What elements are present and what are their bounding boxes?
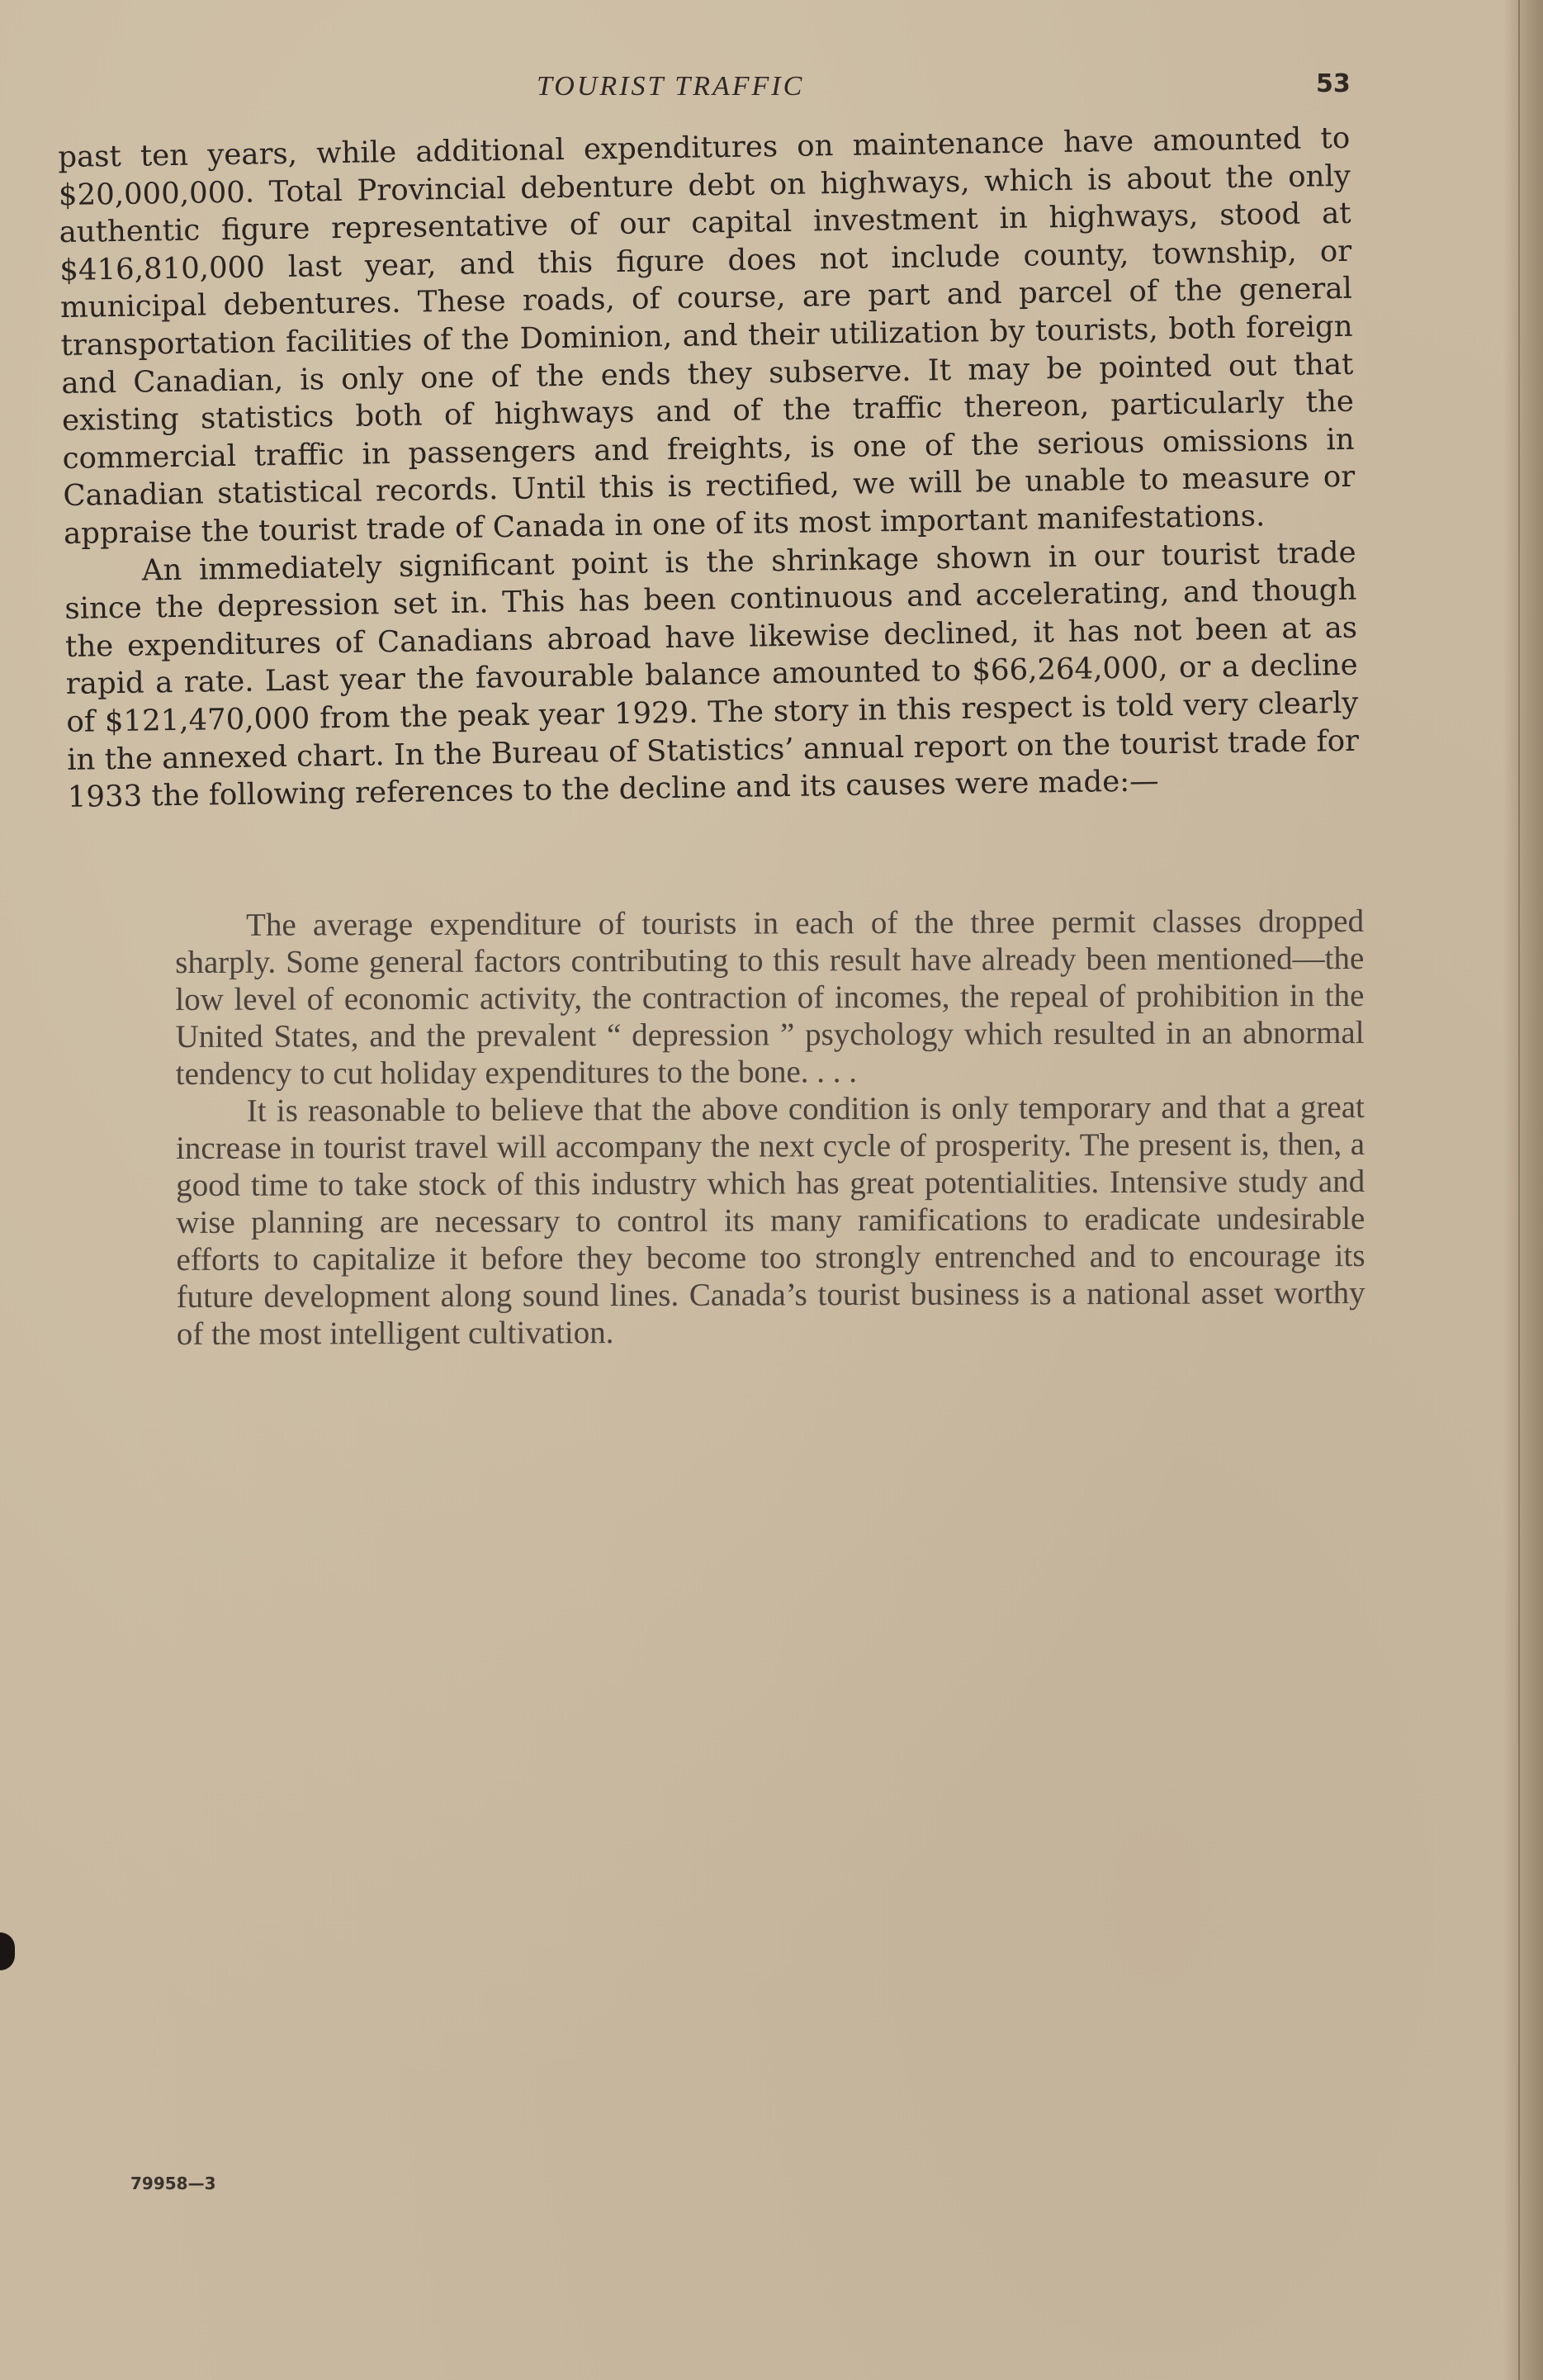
body-paragraph: past ten years, while additional expenditures on maintenance have amounted to $20,000,000. Total Provincial debenture debt on highways, which is about the only authentic figure representative of our capital investment in highways, stood at $416,810,000 last year, and this figure does not include county, township, or municipal debentures. These roads, of course, are part and parcel of the general transportation facilities of the Dominion, and their utilization by tourists, both foreign and Canadian, is only one of the ends they subserve. It may be pointed out that existing statistics both of highways and of the traffic thereon, particularly the commercial traffic in passengers and freights, is one of the serious omissions in Canadian statistical records. Until this is rectified, we will be unable to measure or appraise the tourist trade of Canada in one of its most important manifestations. <box>58 121 1356 551</box>
punch-hole <box>0 1932 15 1970</box>
print-code: 79958—3 <box>130 2174 216 2193</box>
quoted-report-excerpt <box>175 903 1366 1353</box>
page-binding-edge <box>1503 0 1543 2380</box>
body-paragraph: An immediately significant point is the shrinkage shown in our tourist trade since the depression set in. This has been continuous and accelerating, and though the expenditures of Canadians abroad have likewise declined, it has not been at as rapid a rate. Last year the favourable balance amounted to $66,264,000, or a decline of $121,470,000 from the peak year 1929. The story in this respect is told very clearly in the annexed chart. In the Bureau of Statistics’ annual report on the tourist trade for 1933 the following references to the decline and its causes were made:— <box>64 535 1360 815</box>
running-title: TOURIST TRAFFIC <box>537 71 805 102</box>
quote-paragraph: The average expenditure of tourists in each of the three permit classes dropped sharply. Some general factors contributing to this result have already been mentioned—the low level of economic activity, the contraction of incomes, the repeal of prohibition in the United States, and the prevalent “ depression ” psychology which resulted in an abnormal tendency to cut holiday expenditures to the bone. . . . <box>175 903 1365 1092</box>
binding-crease <box>1518 0 1520 2380</box>
quote-paragraph: It is reasonable to believe that the above condition is only temporary and that a great increase in tourist travel will accompany the next cycle of prosperity. The present is, then, a good time to take stock of this industry which has great potentialities. Intensive study and wise planning are necessary to control its many ramifications to eradicate undesirable efforts to capitalize it before they become too strongly entrenched and to encourage its future development along sound lines. Canada’s tourist business is a national asset worthy of the most intelligent cultivation. <box>175 1088 1366 1352</box>
page-number: 53 <box>1316 69 1351 98</box>
body-text <box>58 120 1360 817</box>
